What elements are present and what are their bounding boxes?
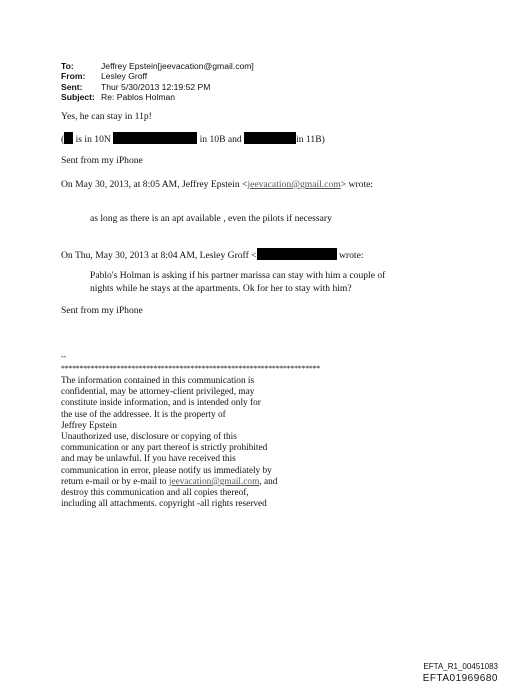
quote-header-2-suffix: wrote:	[339, 250, 364, 261]
disclaimer-line: The information contained in this communication is	[61, 376, 255, 386]
quote-header-1-prefix: On May 30, 2013, at 8:05 AM, Jeffrey Epstein <	[61, 179, 248, 190]
apartment-text-a: is in 10N	[75, 134, 111, 145]
quote-header-1	[61, 179, 373, 190]
disclaimer-line: communication in error, please notify us immediately by	[61, 465, 272, 476]
disclaimer-line: constitute inside information, and is intended only for	[61, 398, 261, 409]
signature-dash: --	[61, 352, 67, 361]
disclaimer-line: communication or any part thereof is strictly prohibited	[61, 443, 268, 454]
email-header	[61, 61, 254, 103]
subject-row	[61, 92, 254, 102]
redaction-box	[244, 132, 296, 144]
quote-text-2	[90, 270, 385, 295]
bates-number-1: EFTA_R1_00451083	[423, 662, 498, 671]
subject-value: Re: Pablos Holman	[101, 92, 176, 103]
disclaimer-line: Jeffrey Epstein	[61, 420, 117, 431]
sent-row	[61, 82, 254, 92]
apartment-text-c: in 11B)	[296, 134, 325, 145]
sent-label: Sent:	[61, 81, 83, 92]
disclaimer-line: destroy this communication and all copies thereof,	[61, 488, 249, 499]
sent-from-iphone: Sent from my iPhone	[61, 155, 143, 166]
quote-text-2-line1: Pablo's Holman is asking if his partner marissa can stay with him a couple of	[90, 270, 386, 281]
to-row	[61, 61, 254, 71]
from-label: From:	[61, 71, 86, 82]
sent-from-iphone: Sent from my iPhone	[61, 305, 143, 316]
quote-text-2-line2: nights while he stays at the apartments. Ok for her to stay with him?	[90, 282, 352, 294]
sent-value: Thur 5/30/2013 12:19:52 PM	[101, 81, 211, 92]
redaction-box	[257, 248, 337, 260]
apartment-line	[61, 132, 325, 145]
quote-text-1: as long as there is an apt available , even the pilots if necessary	[90, 213, 332, 224]
disclaimer-line: Unauthorized use, disclosure or copying of this	[61, 432, 237, 443]
bates-number-2: EFTA01969680	[422, 673, 498, 684]
redaction-box	[113, 132, 197, 144]
subject-label: Subject:	[61, 92, 95, 103]
disclaimer-line: the use of the addressee. It is the property of	[61, 409, 226, 420]
paren-open: (	[61, 134, 65, 145]
quote-header-1-suffix: > wrote:	[340, 179, 374, 190]
to-label: To:	[61, 61, 74, 71]
email-link[interactable]: jeevacation@gmail.com	[247, 179, 341, 190]
quote-header-2-prefix: On Thu, May 30, 2013 at 8:04 AM, Lesley Groff <	[61, 250, 257, 261]
apartment-text-b: in 10B and	[199, 134, 242, 145]
email-link[interactable]: jeevacation@gmail.com	[168, 476, 260, 487]
quote-header-2	[61, 248, 364, 261]
disclaimer-suffix: , and	[259, 476, 278, 487]
disclaimer	[61, 376, 321, 510]
disclaimer-line	[61, 477, 321, 488]
disclaimer-prefix: return e-mail or by e-mail to	[61, 476, 169, 487]
redaction-box	[64, 132, 73, 144]
disclaimer-line: confidential, may be attorney-client privileged, may	[61, 387, 255, 398]
disclaimer-line: and may be unlawful. If you have received this	[61, 454, 236, 465]
from-row	[61, 71, 254, 81]
disclaimer-line: including all attachments. copyright -all rights reserved	[61, 499, 267, 510]
to-value: Jeffrey Epstein[jeevacation@gmail.com]	[101, 61, 254, 71]
from-value: Lesley Groff	[101, 71, 148, 82]
reply-line: Yes, he can stay in 11p!	[61, 111, 152, 122]
signature-stars: **********************************************************************	[61, 364, 321, 373]
